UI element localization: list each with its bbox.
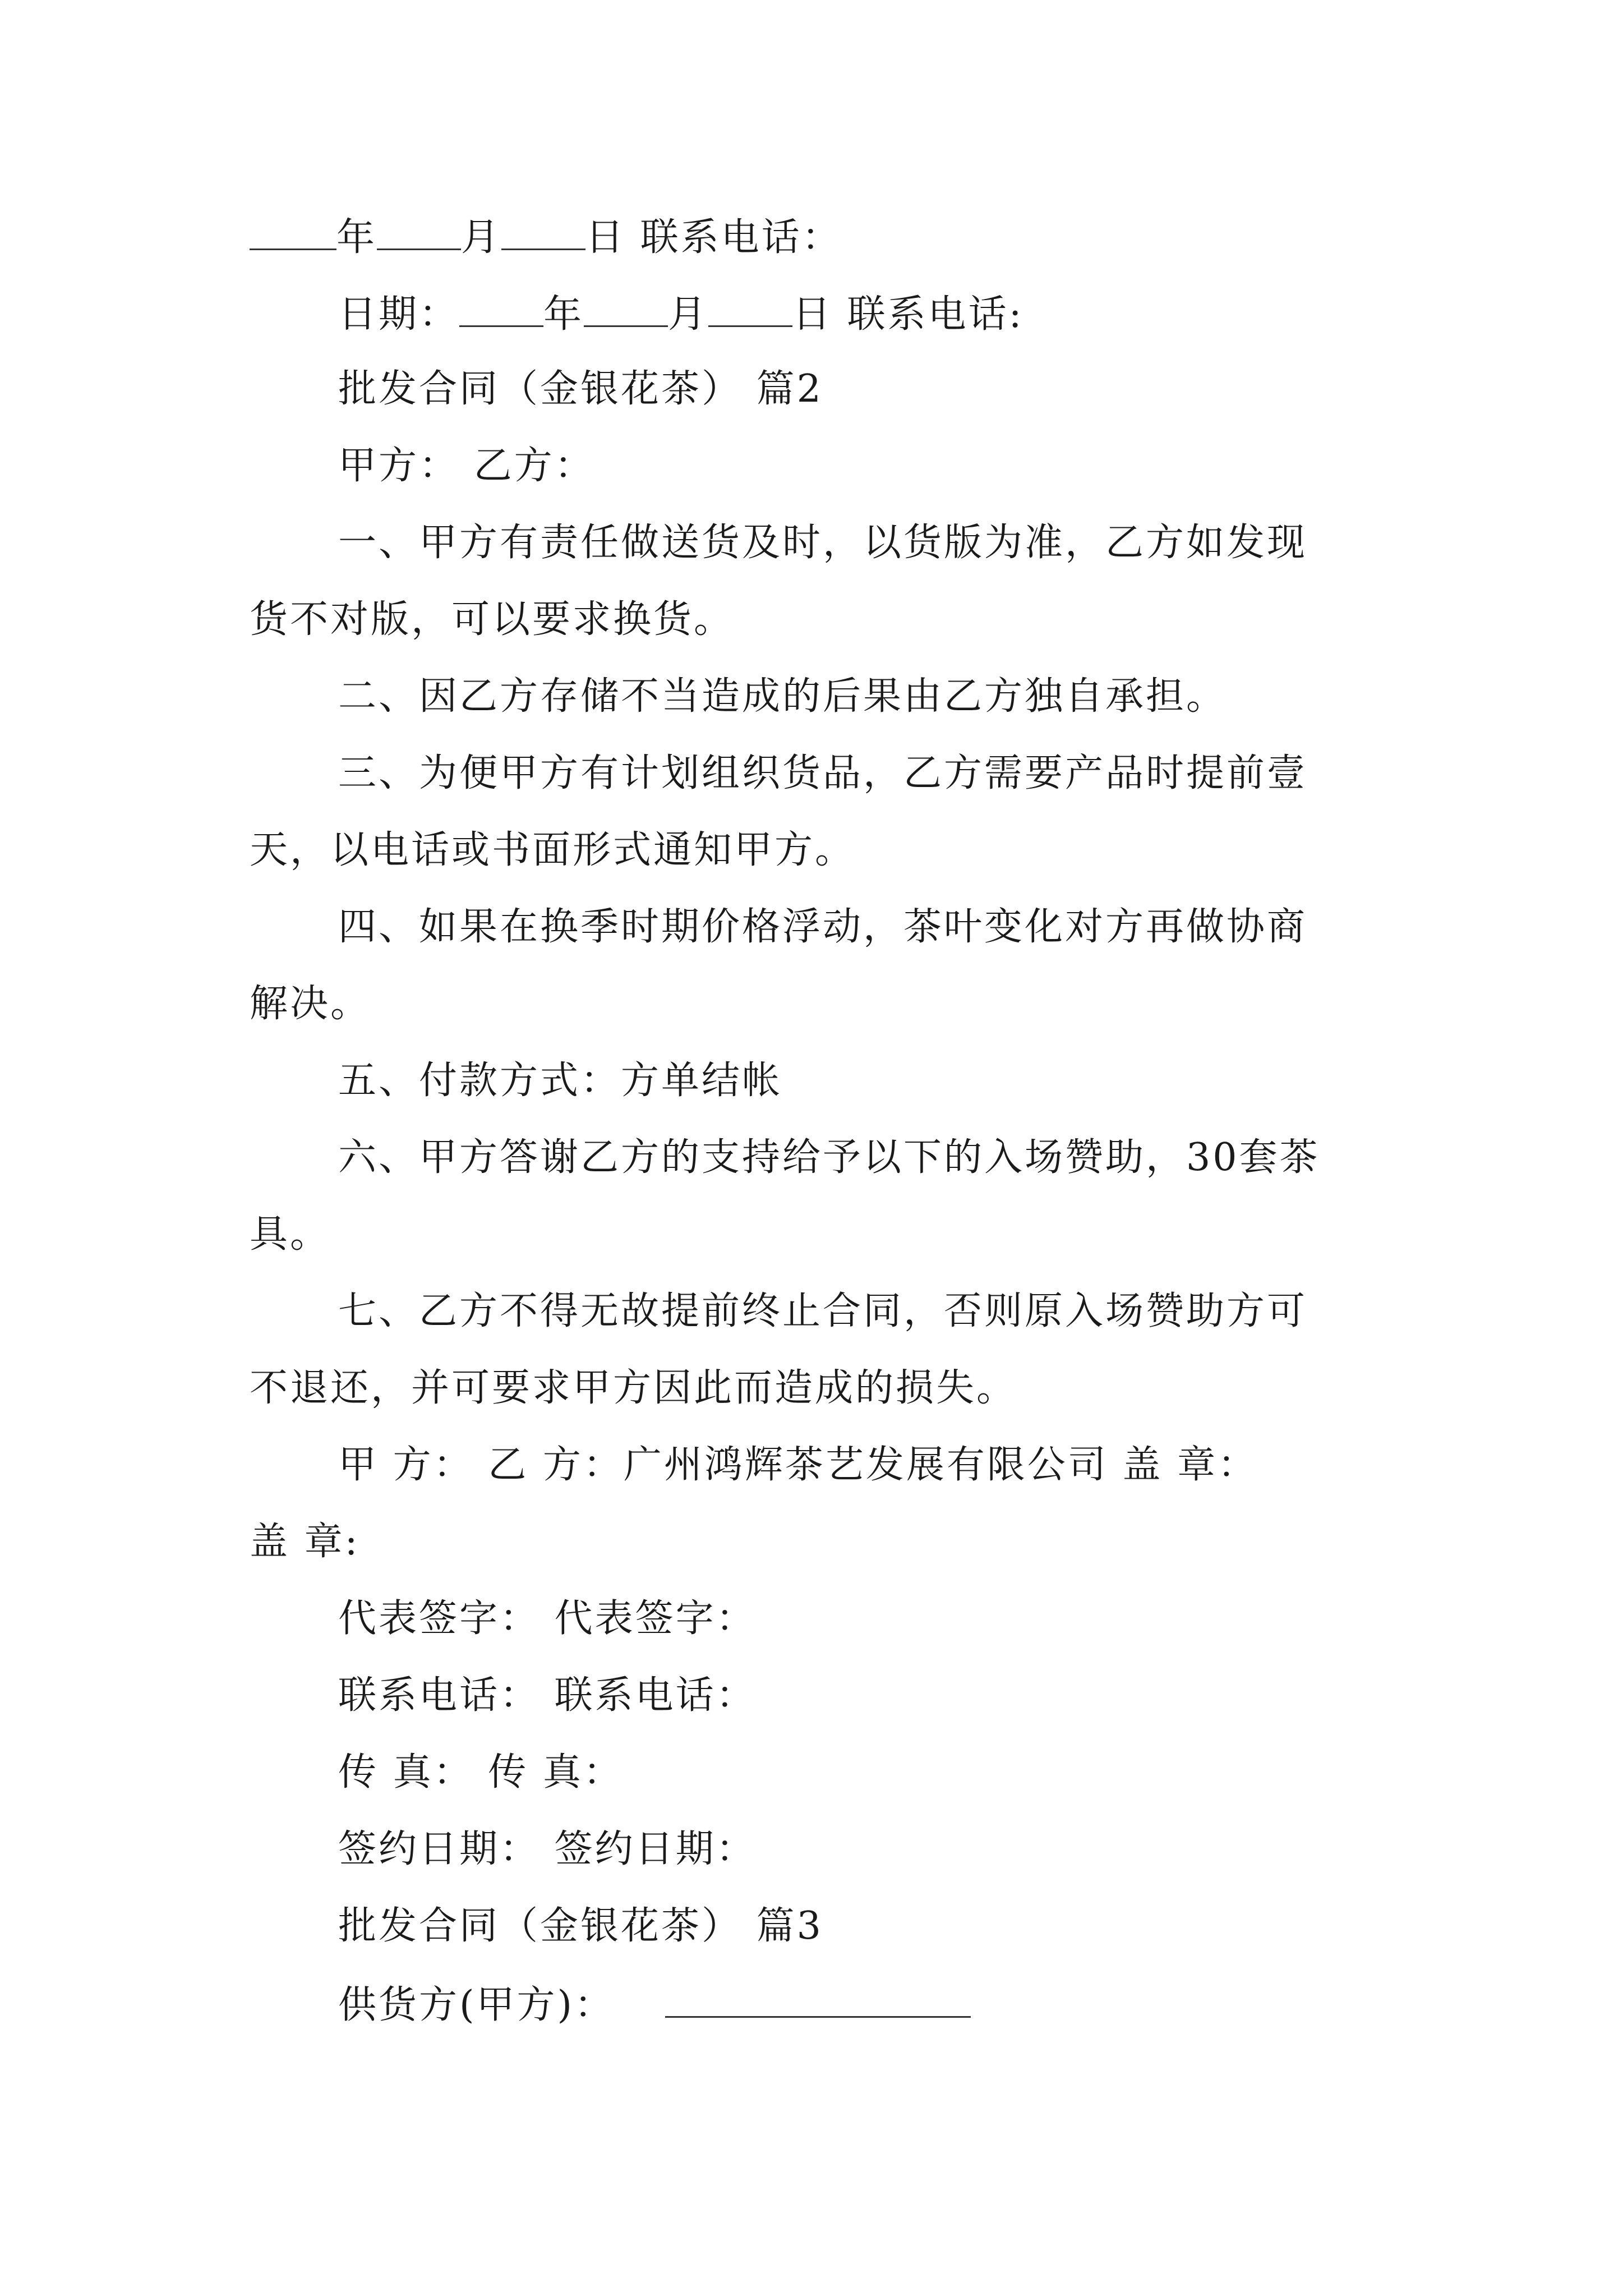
- document-body: [250, 216, 1394, 2060]
- blank-month: [377, 216, 461, 250]
- supplier-line: 供货方(甲方)：: [250, 1984, 1394, 2023]
- sign-field-date: 签约日期： 签约日期：: [338, 1827, 757, 1871]
- clause-6: 六、甲方答谢乙方的支持给予以下的入场赞助，30套茶 具。: [250, 1135, 1320, 1257]
- clause-7: 七、乙方不得无故提前终止合同，否则原入场赞助方可 不退还，并可要求甲方因此而造成的损失。: [250, 1289, 1308, 1410]
- blank-month: [584, 293, 668, 327]
- blank-day: [501, 216, 585, 250]
- blank-day: [708, 293, 792, 327]
- clause-3: 三、为便甲方有计划组织货品，乙方需要产品时提前壹 天，以电话或书面形式通知甲方。: [250, 751, 1308, 872]
- blank-year: [459, 293, 543, 327]
- date-line-2: 日期： 年 月 日 联系电话:: [338, 292, 1024, 337]
- sign-field-fax: 传 真： 传 真：: [338, 1750, 624, 1795]
- clause-1: 一、甲方有责任做送货及时，以货版为准，乙方如发现 货不对版，可以要求换货。: [250, 521, 1308, 642]
- blank-supplier: [665, 1984, 971, 2018]
- signature-block: 甲 方： 乙 方：广州鸿辉茶艺发展有限公司 盖 章： 盖 章:: [250, 1443, 1258, 1564]
- clause-2: 二、因乙方存储不当造成的后果由乙方独自承担。: [338, 674, 1227, 719]
- section-title-2: 批发合同（金银花茶） 篇2: [338, 367, 823, 411]
- sign-field-phone: 联系电话： 联系电话：: [338, 1673, 757, 1718]
- clause-4: 四、如果在换季时期价格浮动，茶叶变化对方再做协商 解决。: [250, 905, 1308, 1026]
- clause-5: 五、付款方式：方单结帐: [338, 1059, 783, 1103]
- sign-field-representative: 代表签字： 代表签字：: [338, 1596, 757, 1641]
- section-title-3: 批发合同（金银花茶） 篇3: [338, 1904, 823, 1948]
- blank-year: [250, 216, 336, 250]
- parties-line: 甲方： 乙方：: [338, 444, 595, 488]
- date-line-1: 年 月 日 联系电话：: [250, 216, 1394, 255]
